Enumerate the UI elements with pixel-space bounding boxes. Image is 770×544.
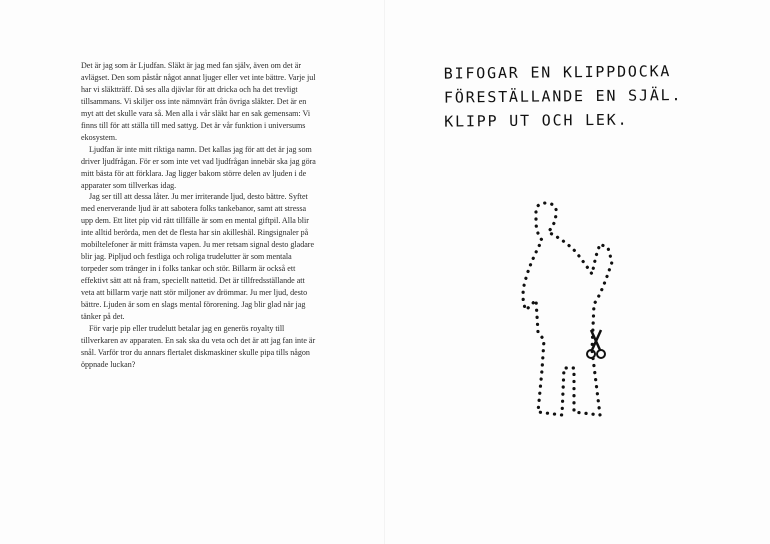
scissors-icon <box>587 330 605 358</box>
body-text <box>81 60 316 371</box>
dotted-cutout-figure-icon <box>496 200 646 425</box>
handwritten-line: FÖRESTÄLLANDE EN SJÄL. <box>443 86 683 107</box>
paragraph: Ljudfan är inte mitt riktiga namn. Det kallas jag för att det är jag som driver ljudfrågan. För er som inte vet vad ljudfrågan innebär ska jag göra mitt bästa för att förklara. Jag ligger bakom större delen av ljuden i de apparater som tillverkas idag. <box>81 144 316 190</box>
handwritten-note <box>444 58 745 133</box>
paragraph: För varje pip eller trudelutt betalar jag en generös royalty till tillverkaren av apparaten. En sak ska du veta och det är att jag fan inte är snål. Varför tror du annars flertalet diskmaskiner skulle pipa tills någon öppnade luckan? <box>81 323 316 369</box>
paragraph: Jag ser till att dessa låter. Ju mer irriterande ljud, desto bättre. Syftet med enerverande ljud är att sabotera folks tankebanor, samt att stressa upp dem. Ett litet pip vid rätt tillfälle är som en mental giftpil. Alla blir inte alltid berörda, men det de flesta har sin akilleshäl. Ringsignaler på mobiltelefoner är mitt främsta vapen. Ju mer retsam signal desto gladare blir jag. Pipljud och festliga och roliga trudelutter är som mentala torpeder som tränger in i folks tankar och stör. Billarm är också ett effektivt sätt att nå fram, speciellt nattetid. Det är tillfredsställande att veta att billarm varje natt stör miljoner av drömmar. Ju mer ljud, desto bättre. Ljuden är som en slags mental förorening. Jag blir glad när jag tänker på det. <box>81 192 315 322</box>
handwritten-line: BIFOGAR EN KLIPPDOCKA <box>443 62 672 83</box>
handwritten-line: KLIPP UT OCH LEK. <box>444 110 629 131</box>
paragraph: Det är jag som är Ljudfan. Släkt är jag med fan själv, även om det är avlägset. Den som påstår något annat ljuger eller vet inte bättre. Varje jul har vi släktträff. Då ses alla djävlar för att dricka och ha det trevligt tillsammans. Vi skiljer oss inte nämnvärt från övriga släkter. Det är en myt att det skulle vara så. Men alla i vår släkt har en sak gemensam: Vi finns till för att ställa till med sattyg. Det är vår funktion i universums ekosystem. <box>81 61 316 142</box>
